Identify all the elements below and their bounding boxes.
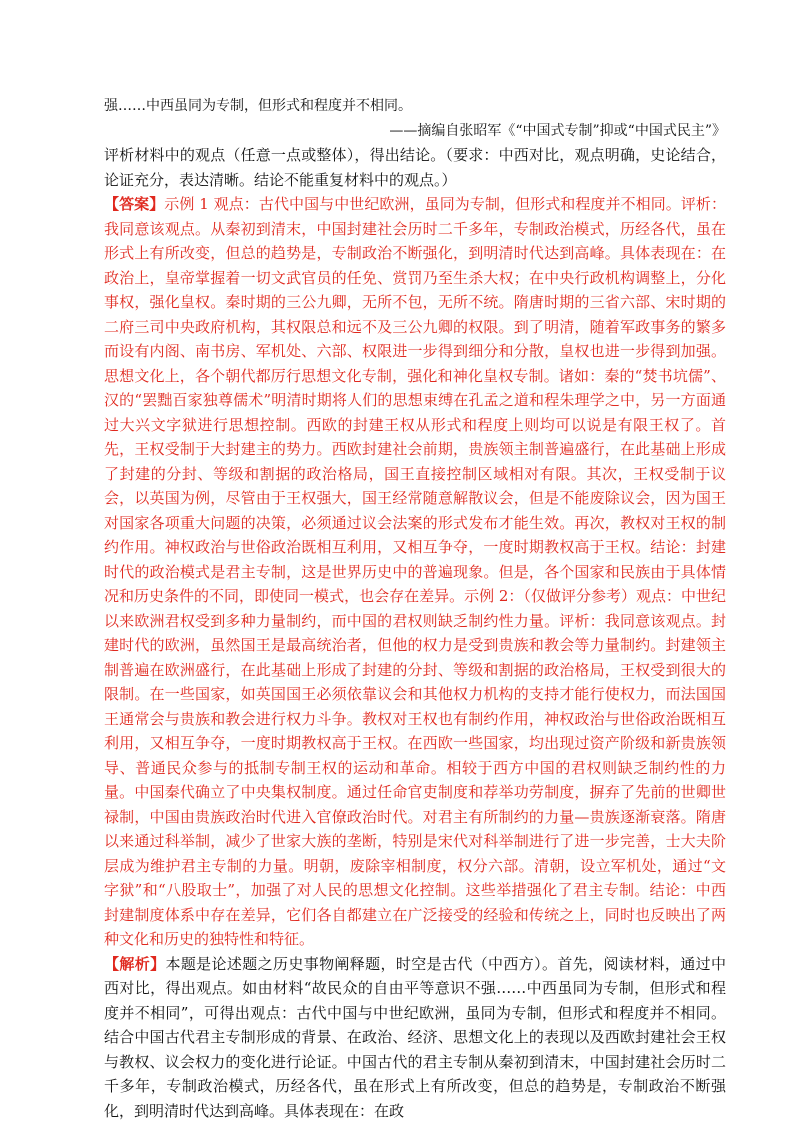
document-page xyxy=(104,94,726,1123)
answer-text: 示例 1 观点：古代中国与中世纪欧洲，虽同为专制，但形式和程度并不相同。评析：我同意该观点。从秦初到清末，中国封建社会历时二千多年，专制政治模式，历经各代，虽在形式上有所改变，但总的趋势是，专制政治不断强化，到明清时代达到高峰。具体表现在：在政治上，皇帝掌握着一切文武官员的任免、赏罚乃至生杀大权；在中央行政机构调整上，分化事权，强化皇权。秦时期的三公九卿，无所不包，无所不统。隋唐时期的三省六部、宋时期的二府三司中央政府机构，其权限总和远不及三公九卿的权限。到了明清，随着军政事务的繁多而设有内阁、南书房、军机处、六部、权限进一步得到细分和分散，皇权也进一步得到加强。思想文化上，各个朝代都厉行思想文化专制，强化和神化皇权专制。诸如：秦的“焚书坑儒”、汉的“罢黜百家独尊儒术”明清时期将人们的思想束缚在孔孟之道和程朱理学之中，另一方面通过大兴文字狱进行思想控制。西欧的封建王权从形式和程度上则均可以说是有限王权了。首先，王权受制于大封建主的势力。西欧封建社会前期，贵族领主制普遍盛行，在此基础上形成了封建的分封、等级和割据的政治格局，国王直接控制区域相对有限。其次，王权受制于议会，以英国为例，尽管由于王权强大，国王经常随意解散议会，但是不能废除议会，因为国王对国家各项重大问题的决策，必须通过议会法案的形式发布才能生效。再次，教权对王权的制约作用。神权政治与世俗政治既相互利用，又相互争夺，一度时期教权高于王权。结论：封建时代的政治模式是君主专制，这是世界历史中的普遍现象。但是，各个国家和民族由于具体情况和历史条件的不同，即使同一模式，也会存在差异。示例 2：（仅做评分参考）观点：中世纪以来欧洲君权受到多种力量制约，而中国的君权则缺乏制约性力量。评析：我同意该观点。封建时代的欧洲，虽然国王是最高统治者，但他的权力是受到贵族和教会等力量制约。封建领主制普遍在欧洲盛行，在此基础上形成了封建的分封、等级和割据的政治格局，王权受到很大的限制。在一些国家，如英国国王必须依靠议会和其他权力机构的支持才能行使权力，而法国国王通常会与贵族和教会进行权力斗争。教权对王权也有制约作用，神权政治与世俗政治既相互利用，又相互争夺，一度时期教权高于王权。在西欧一些国家，均出现过资产阶级和新贵族领导、普通民众参与的抵制专制王权的运动和革命。相较于西方中国的君权则缺乏制约性的力量。中国秦代确立了中央集权制度。通过任命官吏制度和荐举功劳制度，摒弃了先前的世卿世禄制，中国由贵族政治时代进入官僚政治时代。对君主有所制约的力量—贵族逐渐衰落。隋唐以来通过科举制，减少了世家大族的垄断，特别是宋代对科举制进行了进一步完善，士大夫阶层成为维护君主专制的力量。明朝，废除宰相制度，权分六部。清朝，设立军机处，通过“文字狱”和“八股取士”，加强了对人民的思想文化控制。这些举措强化了君主专制。结论：中西封建制度体系中存在差异，它们各自都建立在广泛接受的经验和传统之上，同时也反映出了两种文化和历史的独特性和特征。 xyxy=(104,195,726,948)
answer-tag: 【答案】 xyxy=(104,195,165,213)
analysis-block xyxy=(104,952,726,1124)
quote-tail: 强……中西虽同为专制，但形式和程度并不相同。 xyxy=(104,98,412,114)
quote-source: ——摘编自张昭军《“中国式专制”抑或“中国式民主”》 xyxy=(389,122,726,139)
question-text: 评析材料中的观点（任意一点或整体），得出结论。（要求：中西对比，观点明确，史论结合，论证充分，表达清晰。结论不能重复材料中的观点。） xyxy=(104,146,726,189)
answer-block xyxy=(104,192,726,952)
analysis-text: 本题是论述题之历史事物阐释题，时空是古代（中西方）。首先，阅读材料，通过中西对比，得出观点。如由材料“故民众的自由平等意识不强……中西虽同为专制，但形式和程度并不相同”，可得出观点：古代中国与中世纪欧洲，虽同为专制，但形式和程度并不相同。结合中国古代君主专制形成的背景、在政治、经济、思想文化上的表现以及西欧封建社会王权与教权、议会权力的变化进行论证。中国古代的君主专制从秦初到清末，中国封建社会历时二千多年，专制政治模式，历经各代，虽在形式上有所改变，但总的趋势是，专制政治不断强化，到明清时代达到高峰。具体表现在：在政 xyxy=(104,954,726,1120)
analysis-tag: 【解析】 xyxy=(104,954,166,973)
